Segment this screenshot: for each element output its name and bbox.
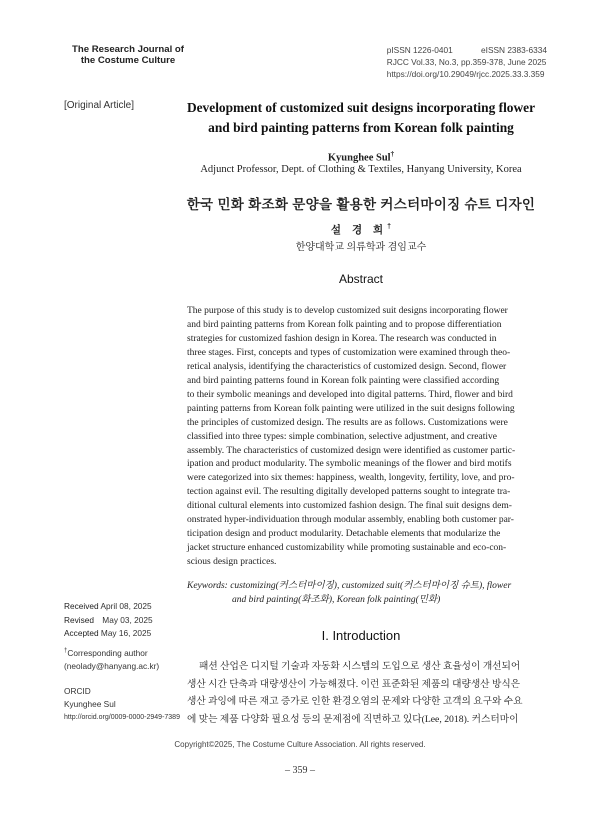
orcid-block: [64, 685, 180, 724]
keywords: [187, 579, 537, 607]
pissn: pISSN 1226-0401: [386, 45, 453, 55]
abstract-line: to their symbolic meanings and developed into digital patterns. Third, flower and bird: [187, 389, 513, 400]
introduction-body: [187, 658, 537, 728]
received-label: Received: [64, 601, 99, 611]
orcid-url[interactable]: http://orcid.org/0009-0000-2949-7389: [64, 714, 180, 721]
accepted-date: May 16, 2025: [100, 628, 152, 638]
citation: RJCC Vol.33, No.3, pp.359-378, June 2025: [386, 57, 547, 67]
issn-row: [387, 44, 547, 56]
abstract-line: ipation and product modularity. The symbolic meanings of the flower and bird motifs: [187, 459, 512, 470]
received-date: April 08, 2025: [100, 601, 152, 611]
orcid-label: ORCID: [64, 686, 91, 696]
abstract-body: [187, 305, 537, 570]
accepted-label: Accepted: [64, 628, 99, 638]
doi-link[interactable]: https://doi.org/10.29049/rjcc.2025.33.3.359: [386, 69, 545, 79]
author-name: [180, 150, 542, 164]
journal-name: [66, 44, 190, 66]
abstract-line: strategies for customized fashion design in Korea. The research was conducted in: [187, 333, 497, 344]
paper-title: [180, 98, 542, 138]
author-name-text: Kyunghee Sul: [327, 152, 391, 164]
corresponding-mark: †: [390, 150, 395, 158]
author-affiliation: Adjunct Professor, Dept. of Clothing & Textiles, Hanyang University, Korea: [200, 164, 522, 175]
abstract-line: assembly. The characteristics of customized design were identified as customer partic-: [187, 445, 516, 456]
corresponding-author-label-row: [64, 645, 159, 660]
intro-line: 생산 시간 단축과 대량생산이 가능해졌다. 이런 표준화된 제품의 대량생산 방식은: [187, 678, 521, 690]
paper-title-line2: and bird painting patterns from Korean folk painting: [208, 120, 514, 135]
abstract-line: retical analysis, identifying the characteristics of customized design. Second, flower: [187, 361, 507, 372]
abstract-line: painting patterns from Korean folk painting were utilized in the suit designs following: [187, 403, 515, 414]
paper-title-line1: Development of customized suit designs incorporating flower: [186, 100, 536, 115]
corresponding-author: [64, 645, 159, 673]
abstract-line: three stages. First, concepts and types of customization were examined through theo-: [187, 347, 511, 358]
journal-name-line1: The Research Journal of: [72, 44, 184, 55]
corresponding-mark-korean: †: [387, 223, 392, 231]
article-dates: [64, 600, 153, 641]
keywords-line1: customizing(커스터마이징), customized suit(커스터마이징 슈트), flower: [230, 581, 512, 591]
abstract-line: were categorized into six themes: happiness, wealth, longevity, fertility, love, and pro-: [187, 473, 515, 484]
revised-date: May 03, 2025: [102, 614, 153, 625]
eissn: eISSN 2383-6334: [481, 45, 547, 55]
abstract-heading: Abstract: [338, 272, 383, 286]
introduction-heading: I. Introduction: [321, 628, 401, 643]
publication-meta: [387, 44, 547, 80]
accepted-row: [64, 627, 153, 641]
abstract-line: jacket structure enhanced customizability while promoting sustainable and eco-con-: [187, 543, 507, 554]
abstract-line: ditional cultural elements into customized fashion design. The final suit designs dem-: [187, 501, 512, 512]
corresponding-email[interactable]: (neolady@hanyang.ac.kr): [64, 660, 160, 671]
received-row: [64, 600, 153, 614]
intro-line: 패션 산업은 디지털 기술과 자동화 시스템의 도입으로 생산 효율성이 개선되어: [199, 661, 521, 672]
author-name-korean: [180, 222, 542, 237]
keywords-label: Keywords:: [187, 581, 228, 591]
abstract-line: and bird painting patterns found in Korean folk painting were classified according: [187, 375, 500, 386]
corresponding-mark-left: †: [64, 648, 68, 654]
paper-title-korean: 한국 민화 화조화 문양을 활용한 커스터마이징 슈트 디자인: [186, 197, 536, 212]
author-affiliation-korean: 한양대학교 의류학과 겸임교수: [295, 242, 427, 253]
keywords-line2: and bird painting(화조화), Korean folk painting(민화): [232, 595, 441, 605]
abstract-line: and bird painting patterns from Korean folk painting and to propose differentiation: [187, 319, 502, 330]
author-name-korean-text: 설 경 희: [330, 224, 388, 236]
revised-row: [64, 614, 153, 628]
corresponding-author-label: Corresponding author: [67, 647, 148, 658]
abstract-line: onstrated hyper-individuation through modular assembly, enabling both customer par-: [187, 515, 514, 526]
page-number: – 359 –: [285, 765, 315, 776]
abstract-line: classified into three types: simple combination, selective adjustment, and creative: [187, 431, 497, 442]
journal-name-line2: the Costume Culture: [80, 55, 176, 66]
revised-label: Revised: [64, 614, 94, 625]
abstract-line: scious design practices.: [187, 557, 277, 568]
article-type: [Original Article]: [64, 100, 135, 111]
abstract-line: The purpose of this study is to develop customized suit designs incorporating flower: [187, 306, 508, 316]
intro-line: 에 맞는 제품 다양화 필요성 등의 문제점에 직면하고 있다(Lee, 2018). 커스터마이: [187, 713, 519, 725]
abstract-line: ticipation design and product modularity. Detachable elements that modularize the: [187, 529, 501, 540]
copyright-notice: Copyright©2025, The Costume Culture Association. All rights reserved.: [174, 740, 426, 749]
orcid-name: Kyunghee Sul: [64, 699, 116, 709]
intro-line: 생산 과잉에 따른 재고 증가로 인한 환경오염의 문제와 다양한 고객의 요구와 수요: [187, 696, 523, 707]
abstract-line: the principles of customized design. The results are as follows. Customizations were: [187, 417, 508, 428]
abstract-line: tection against evil. The resulting digitally developed patterns sought to integrate tra-: [187, 487, 511, 498]
